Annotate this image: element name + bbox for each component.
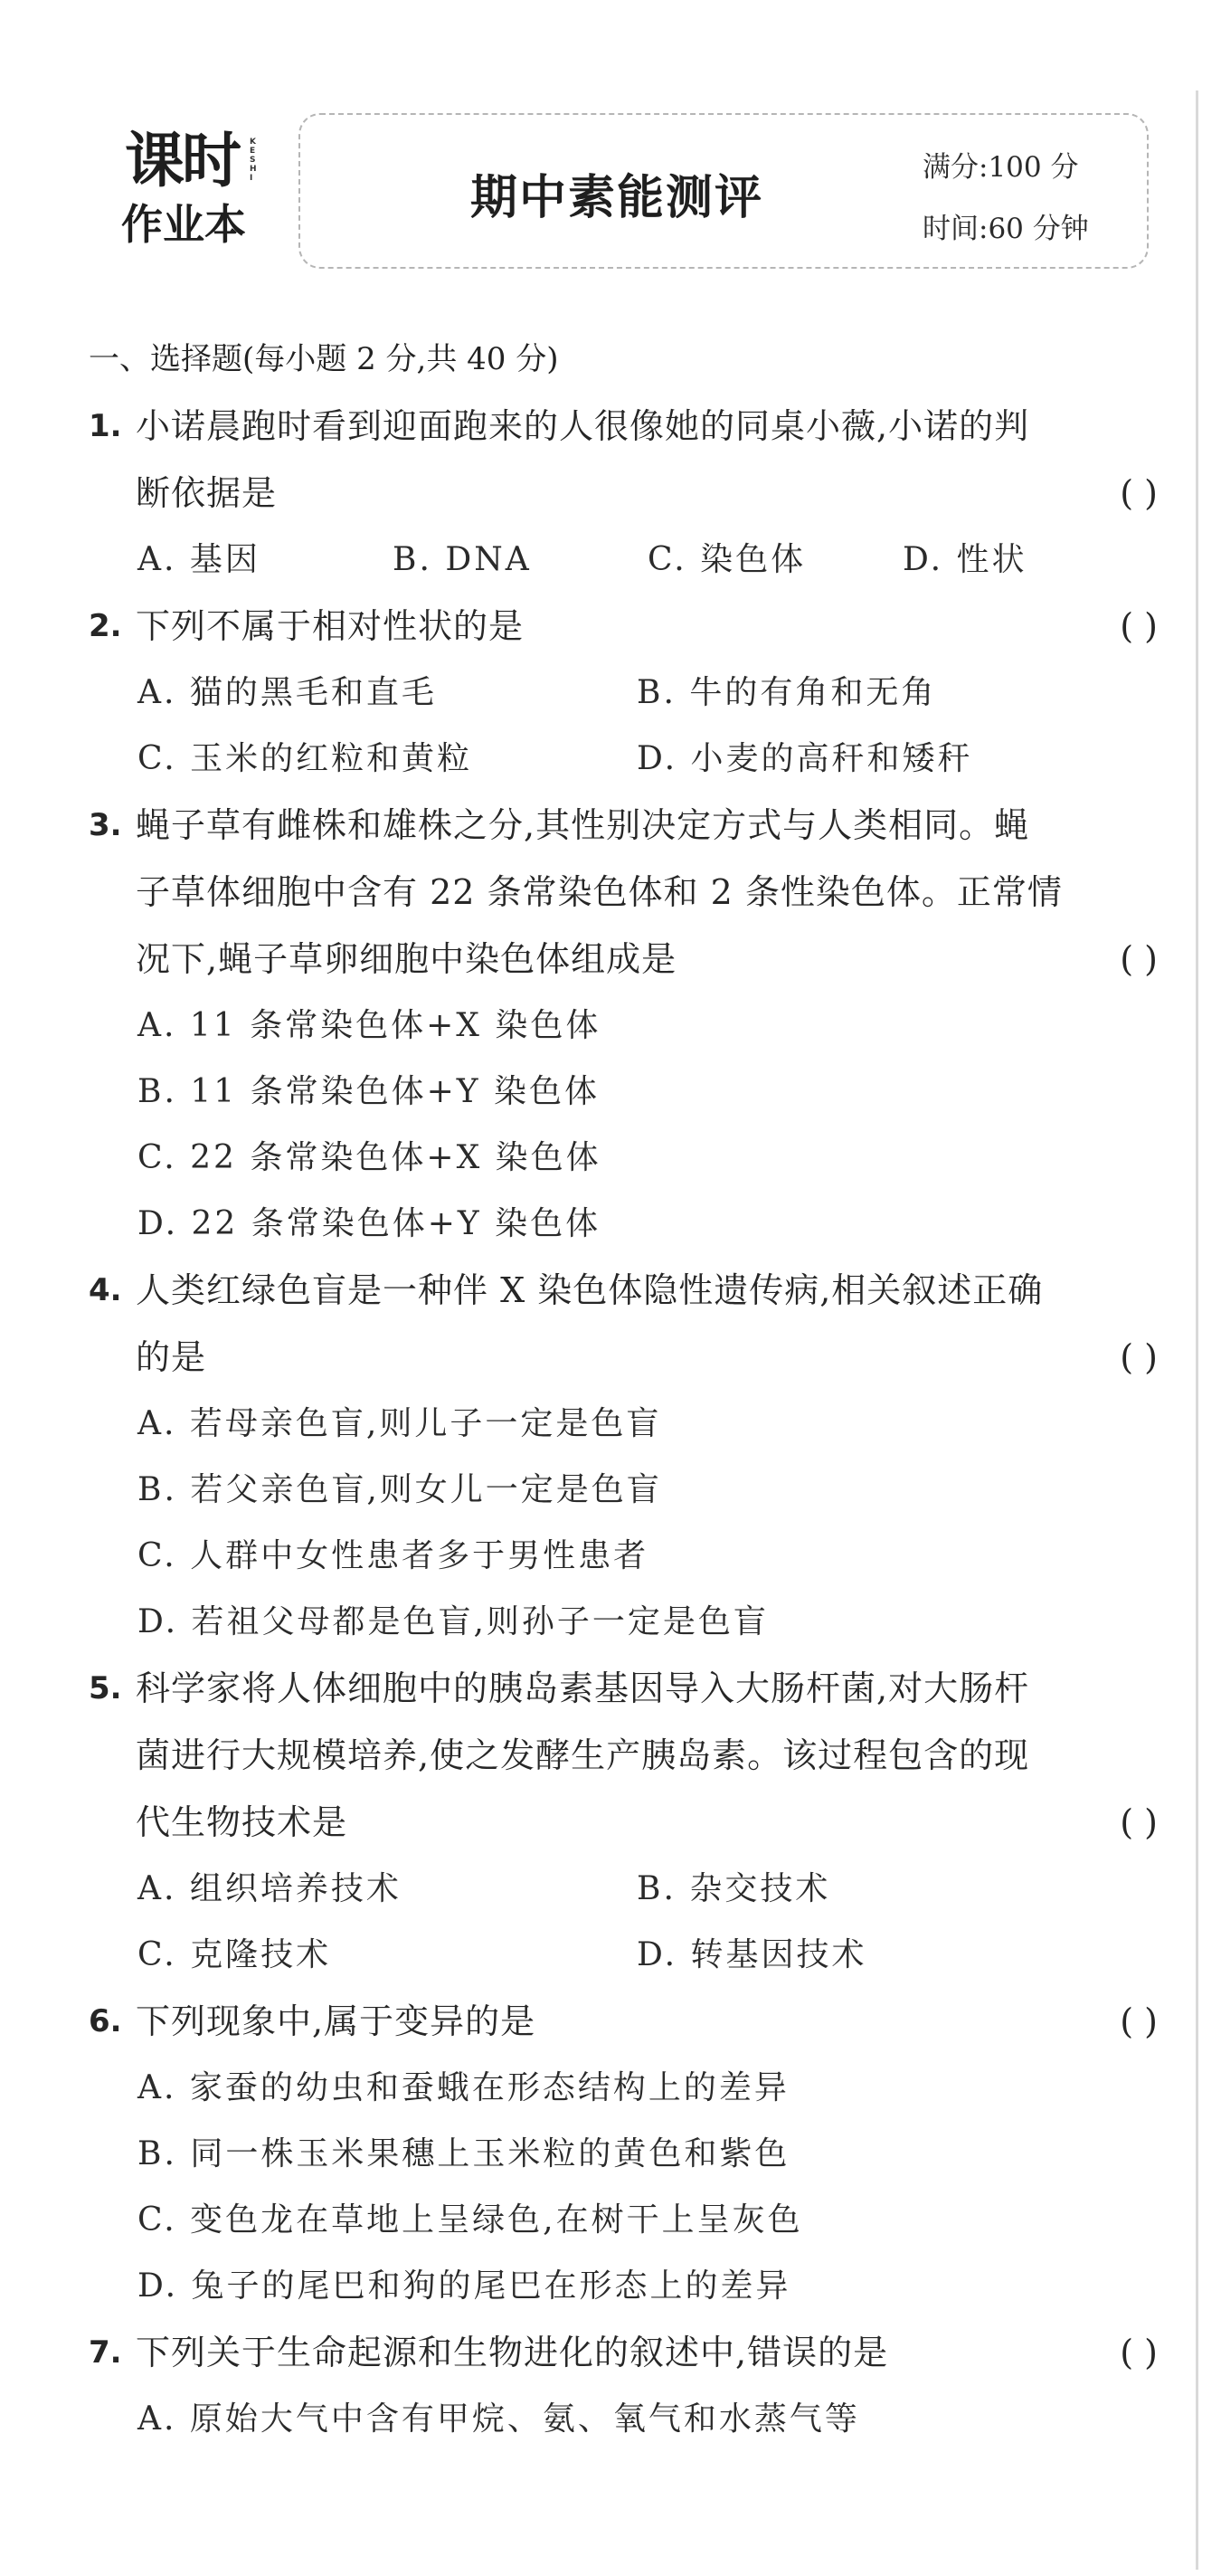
question-number: 7.: [89, 2334, 122, 2371]
question-text: 小诺晨跑时看到迎面跑来的人很像她的同桌小薇,小诺的判: [136, 406, 1030, 446]
question-text: 断依据是: [136, 473, 278, 513]
question-1: [89, 393, 1158, 593]
option-d[interactable]: D. 性状: [903, 541, 1027, 578]
options: [89, 1856, 1158, 1988]
options: [89, 527, 1158, 593]
option-b[interactable]: B. 同一株玉米果穗上玉米粒的黄色和紫色: [137, 2135, 790, 2172]
question-number: 4.: [89, 1272, 122, 1308]
option-a[interactable]: A. 若母亲色盲,则儿子一定是色盲: [137, 1405, 662, 1442]
question-text: 人类红绿色盲是一种伴 X 染色体隐性遗传病,相关叙述正确: [136, 1270, 1044, 1310]
answer-bracket[interactable]: ( ): [1120, 1337, 1158, 1377]
option-d[interactable]: D. 转基因技术: [637, 1936, 867, 1973]
option-b[interactable]: B. 若父亲色盲,则女儿一定是色盲: [137, 1471, 662, 1508]
question-3: [89, 792, 1158, 1257]
question-line: [89, 926, 1158, 993]
option-a[interactable]: A. 猫的黑毛和直毛: [137, 674, 437, 711]
section-title: 一、选择题(每小题 2 分,共 40 分): [89, 341, 559, 377]
options: [89, 993, 1158, 1257]
logo-text-top: 课时: [125, 126, 239, 195]
question-line: [89, 2319, 1158, 2386]
question-list: [89, 328, 1158, 2452]
question-number: 3.: [89, 807, 122, 843]
question-text: 代生物技术是: [136, 1802, 348, 1842]
answer-bracket[interactable]: ( ): [1120, 1802, 1158, 1842]
question-2: [89, 593, 1158, 792]
logo-text-side: KESHI: [250, 138, 257, 183]
options: [89, 660, 1158, 792]
option-c[interactable]: C. 人群中女性患者多于男性患者: [137, 1537, 649, 1574]
question-line: [89, 460, 1158, 527]
answer-bracket[interactable]: ( ): [1120, 606, 1158, 646]
answer-bracket[interactable]: ( ): [1120, 473, 1158, 513]
answer-bracket[interactable]: ( ): [1120, 2333, 1158, 2372]
question-line: [89, 393, 1158, 460]
question-text: 下列关于生命起源和生物进化的叙述中,错误的是: [136, 2333, 889, 2372]
question-line: [89, 1324, 1158, 1391]
page-title: 期中素能测评: [469, 169, 763, 225]
answer-bracket[interactable]: ( ): [1120, 939, 1158, 979]
question-6: [89, 1988, 1158, 2319]
options: [89, 1391, 1158, 1655]
question-line: [89, 1988, 1158, 2055]
page-edge-rule: [1196, 90, 1198, 2570]
question-number: 6.: [89, 2003, 122, 2039]
logo-text-bottom: 作业本: [121, 200, 246, 249]
answer-bracket[interactable]: ( ): [1120, 2001, 1158, 2041]
question-text: 况下,蝇子草卵细胞中染色体组成是: [136, 939, 677, 979]
option-d[interactable]: D. 兔子的尾巴和狗的尾巴在形态上的差异: [137, 2267, 791, 2305]
option-a[interactable]: A. 原始大气中含有甲烷、氨、氧气和水蒸气等: [137, 2400, 860, 2438]
question-line: [89, 1655, 1158, 1722]
question-4: [89, 1257, 1158, 1655]
question-text: 科学家将人体细胞中的胰岛素基因导入大肠杆菌,对大肠杆: [136, 1668, 1030, 1708]
option-d[interactable]: D. 若祖父母都是色盲,则孙子一定是色盲: [137, 1603, 769, 1640]
option-a[interactable]: A. 11 条常染色体+X 染色体: [137, 1007, 601, 1044]
full-score-label: 满分:100 分: [923, 151, 1079, 184]
question-text: 的是: [136, 1337, 207, 1377]
option-a[interactable]: A. 家蚕的幼虫和蚕蛾在形态结构上的差异: [137, 2069, 790, 2106]
question-number: 5.: [89, 1670, 122, 1706]
question-line: [89, 1789, 1158, 1856]
option-b[interactable]: B. 牛的有角和无角: [637, 674, 937, 711]
question-5: [89, 1655, 1158, 1988]
options: [89, 2386, 1158, 2452]
question-7: [89, 2319, 1158, 2452]
option-b[interactable]: B. 11 条常染色体+Y 染色体: [137, 1073, 600, 1110]
header-box: [298, 113, 1149, 269]
question-line: [89, 792, 1158, 859]
option-c[interactable]: C. 变色龙在草地上呈绿色,在树干上呈灰色: [137, 2201, 803, 2239]
option-c[interactable]: C. 克隆技术: [137, 1936, 332, 1973]
question-line: [89, 1257, 1158, 1324]
question-text: 菌进行大规模培养,使之发酵生产胰岛素。该过程包含的现: [136, 1735, 1030, 1775]
option-b[interactable]: B. DNA: [393, 541, 532, 578]
question-line: [89, 859, 1158, 926]
option-a[interactable]: A. 组织培养技术: [137, 1870, 402, 1907]
question-number: 1.: [89, 408, 122, 444]
option-d[interactable]: D. 22 条常染色体+Y 染色体: [137, 1205, 601, 1242]
question-line: [89, 593, 1158, 660]
question-text: 下列不属于相对性状的是: [136, 606, 525, 646]
option-b[interactable]: B. 杂交技术: [637, 1870, 831, 1907]
question-line: [89, 1722, 1158, 1789]
option-c[interactable]: C. 22 条常染色体+X 染色体: [137, 1139, 601, 1176]
time-limit-label: 时间:60 分钟: [923, 213, 1089, 245]
question-text: 子草体细胞中含有 22 条常染色体和 2 条性染色体。正常情: [136, 872, 1063, 912]
option-c[interactable]: C. 染色体: [648, 541, 807, 578]
option-d[interactable]: D. 小麦的高秆和矮秆: [637, 740, 973, 777]
option-c[interactable]: C. 玉米的红粒和黄粒: [137, 740, 473, 777]
option-a[interactable]: A. 基因: [137, 541, 260, 578]
question-text: 下列现象中,属于变异的是: [136, 2001, 536, 2041]
workbook-logo: [118, 127, 262, 258]
question-text: 蝇子草有雌株和雄株之分,其性别决定方式与人类相同。蝇: [136, 805, 1030, 845]
options: [89, 2055, 1158, 2319]
question-number: 2.: [89, 608, 122, 644]
